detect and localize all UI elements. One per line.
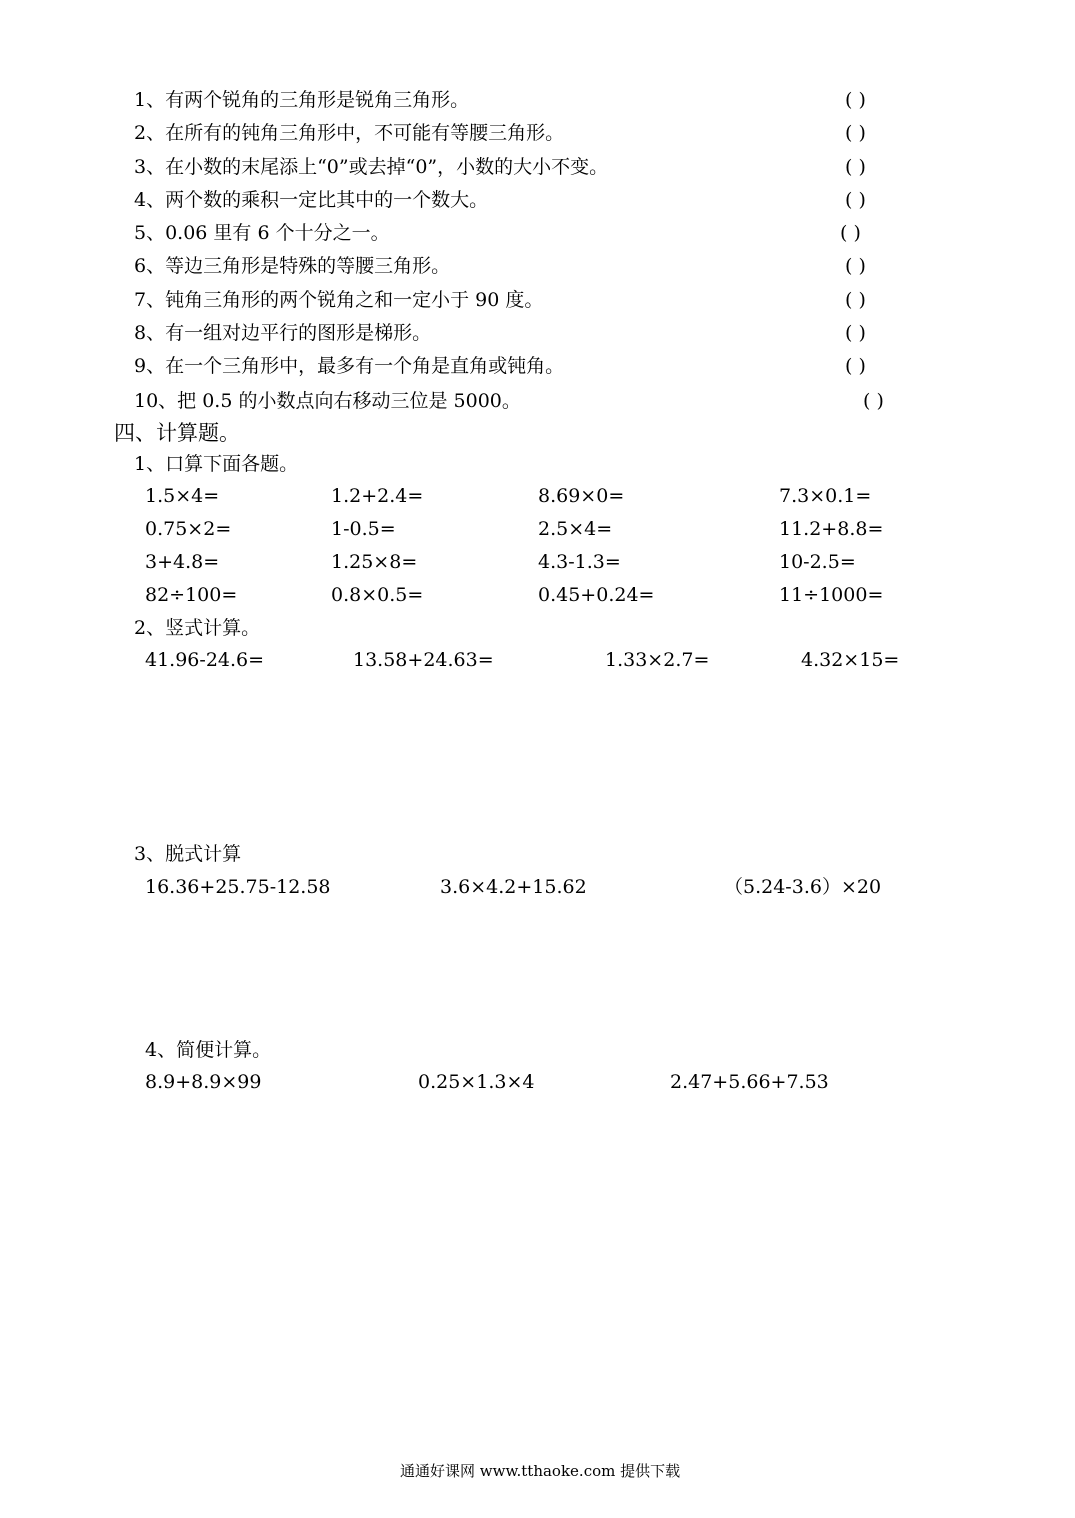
vertical-calc-title: 2、竖式计算。 [134,617,261,639]
oral-problem: 7.3×0.1= [779,485,872,507]
answer-bracket-9[interactable]: ( ) [845,355,866,377]
judgment-item-3: 3、在小数的末尾添上“0”或去掉“0”，小数的大小不变。 [134,156,609,178]
simplified-calc-title: 4、简便计算。 [145,1039,272,1061]
oral-problem: 3+4.8= [145,551,220,573]
oral-problem: 1.5×4= [145,485,220,507]
oral-problem: 1-0.5= [331,518,396,540]
section-title: 四、计算题。 [114,421,240,445]
answer-bracket-4[interactable]: ( ) [845,189,866,211]
vertical-problem: 13.58+24.63= [353,649,494,671]
vertical-problem: 4.32×15= [801,649,900,671]
vertical-problem: 41.96-24.6= [145,649,265,671]
judgment-item-5: 5、0.06 里有 6 个十分之一。 [134,222,390,244]
oral-problem: 10-2.5= [779,551,856,573]
stepwise-calc-title: 3、脱式计算 [134,843,242,865]
vertical-problem: 1.33×2.7= [605,649,710,671]
judgment-item-8: 8、有一组对边平行的图形是梯形。 [134,322,432,344]
answer-bracket-7[interactable]: ( ) [845,289,866,311]
oral-problem: 2.5×4= [538,518,613,540]
answer-bracket-5[interactable]: ( ) [840,222,861,244]
judgment-item-2: 2、在所有的钝角三角形中，不可能有等腰三角形。 [134,122,565,144]
judgment-item-4: 4、两个数的乘积一定比其中的一个数大。 [134,189,489,211]
answer-bracket-1[interactable]: ( ) [845,89,866,111]
stepwise-problem: 3.6×4.2+15.62 [440,876,587,898]
answer-bracket-3[interactable]: ( ) [845,156,866,178]
oral-problem: 82÷100= [145,584,238,606]
judgment-item-6: 6、等边三角形是特殊的等腰三角形。 [134,255,451,277]
answer-bracket-6[interactable]: ( ) [845,255,866,277]
answer-bracket-2[interactable]: ( ) [845,122,866,144]
simplified-problem: 0.25×1.3×4 [418,1071,535,1093]
answer-bracket-8[interactable]: ( ) [845,322,866,344]
stepwise-problem: （5.24-3.6）×20 [724,876,882,898]
judgment-item-7: 7、钝角三角形的两个锐角之和一定小于 90 度。 [134,289,544,311]
oral-problem: 0.75×2= [145,518,232,540]
judgment-item-9: 9、在一个三角形中，最多有一个角是直角或钝角。 [134,355,565,377]
oral-problem: 8.69×0= [538,485,625,507]
oral-problem: 1.25×8= [331,551,418,573]
simplified-problem: 8.9+8.9×99 [145,1071,262,1093]
oral-problem: 11÷1000= [779,584,884,606]
answer-bracket-10[interactable]: ( ) [863,390,884,412]
oral-problem: 0.45+0.24= [538,584,655,606]
stepwise-problem: 16.36+25.75-12.58 [145,876,331,898]
oral-problem: 4.3-1.3= [538,551,621,573]
simplified-problem: 2.47+5.66+7.53 [670,1071,829,1093]
judgment-item-10: 10、把 0.5 的小数点向右移动三位是 5000。 [134,390,521,412]
oral-problem: 1.2+2.4= [331,485,424,507]
footer-source: 通通好课网 www.tthaoke.com 提供下载 [400,1462,681,1480]
oral-problem: 0.8×0.5= [331,584,424,606]
judgment-item-1: 1、有两个锐角的三角形是锐角三角形。 [134,89,470,111]
oral-calc-title: 1、口算下面各题。 [134,453,299,475]
oral-problem: 11.2+8.8= [779,518,884,540]
